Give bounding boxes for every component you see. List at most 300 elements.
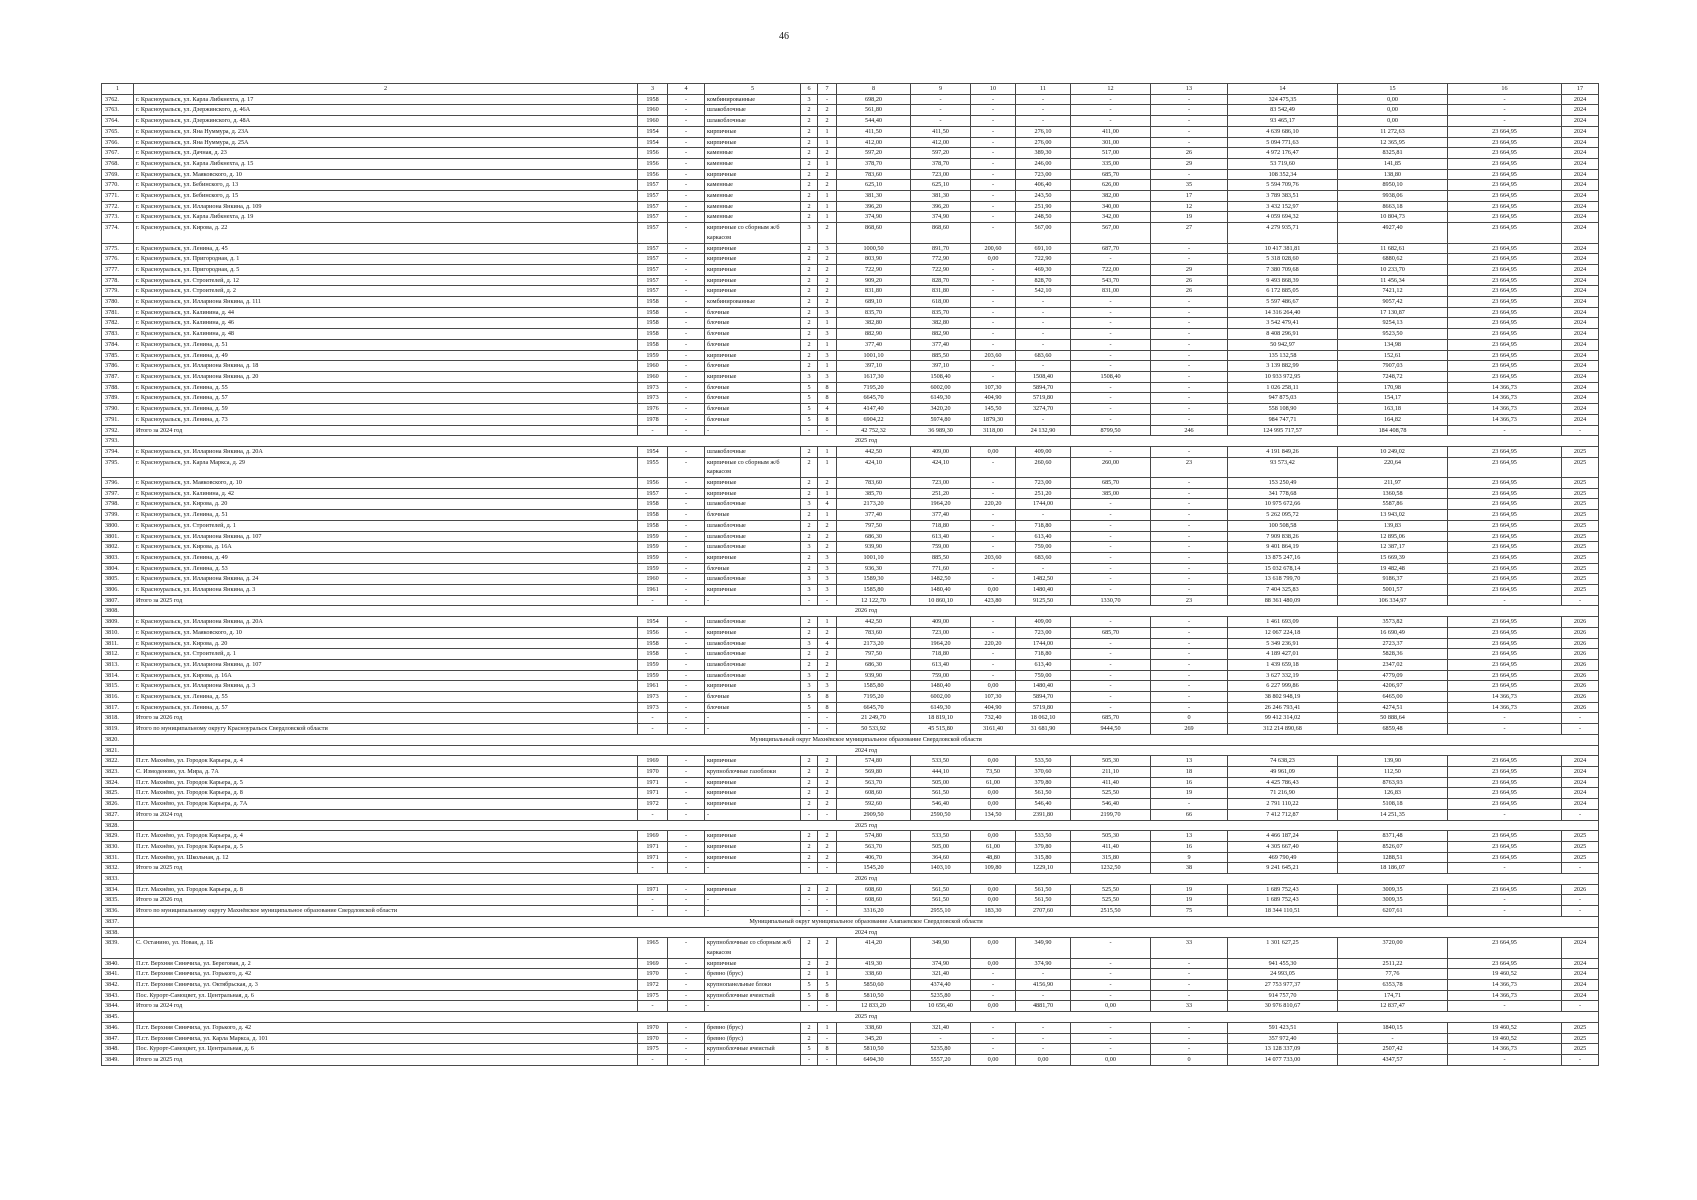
wall-material: кирпичные <box>705 169 801 180</box>
year-reconstruction: - <box>668 788 705 799</box>
wall-material: кирпичные <box>705 137 801 148</box>
municipal-area: - <box>1071 404 1151 415</box>
repair-cost: 27 753 977,37 <box>1228 980 1338 991</box>
year-reconstruction: - <box>668 371 705 382</box>
cost-limit: 23 664,95 <box>1448 254 1562 265</box>
residential-area: 3274,70 <box>1016 404 1071 415</box>
total-area: 803,90 <box>837 254 911 265</box>
column-number-11: 11 <box>1016 84 1071 95</box>
entrances: - <box>818 809 837 820</box>
premises-area: 718,80 <box>911 649 971 660</box>
residents-count: - <box>1151 446 1228 457</box>
wall-material: кирпичные <box>705 756 801 767</box>
residential-area: - <box>1016 339 1071 350</box>
year-built: 1958 <box>638 638 668 649</box>
cost-per-sqm: 152,61 <box>1338 350 1448 361</box>
table-row <box>102 126 1599 137</box>
wall-material: - <box>705 906 801 917</box>
cost-limit: - <box>1448 94 1562 105</box>
table-row <box>102 286 1599 297</box>
repair-cost: 153 250,49 <box>1228 478 1338 489</box>
repair-year: 2026 <box>1562 627 1599 638</box>
cost-per-sqm: 139,90 <box>1338 756 1448 767</box>
municipal-area: - <box>1071 649 1151 660</box>
cost-per-sqm: 7907,03 <box>1338 361 1448 372</box>
row-number: 3773. <box>102 212 134 223</box>
year-reconstruction: - <box>668 478 705 489</box>
column-number-4: 4 <box>668 84 705 95</box>
nonresidential-area: 107,30 <box>971 382 1016 393</box>
cost-per-sqm: 0,00 <box>1338 116 1448 127</box>
address: г. Красноуральск, ул. Строителей, д. 2 <box>134 286 638 297</box>
wall-material: шлакоблочные <box>705 574 801 585</box>
entrances: 2 <box>818 777 837 788</box>
nonresidential-area: 0,00 <box>971 681 1016 692</box>
address: г. Красноуральск, ул. Дачная, д. 23 <box>134 148 638 159</box>
entrances: 2 <box>818 223 837 243</box>
residents-count: 19 <box>1151 788 1228 799</box>
row-number: 3769. <box>102 169 134 180</box>
year-reconstruction: - <box>668 275 705 286</box>
residential-area: 691,10 <box>1016 243 1071 254</box>
municipal-area: 9444,50 <box>1071 724 1151 735</box>
year-reconstruction: - <box>668 574 705 585</box>
year-built: 1957 <box>638 254 668 265</box>
premises-area: 533,50 <box>911 756 971 767</box>
repair-year: 2024 <box>1562 938 1599 958</box>
nonresidential-area: - <box>971 980 1016 991</box>
year-built: 1958 <box>638 339 668 350</box>
cost-per-sqm: 10 233,70 <box>1338 264 1448 275</box>
address: г. Красноуральск, ул. Строителей, д. 12 <box>134 275 638 286</box>
row-number: 3779. <box>102 286 134 297</box>
municipal-area: - <box>1071 938 1151 958</box>
year-built: - <box>638 895 668 906</box>
cost-per-sqm: 4779,09 <box>1338 670 1448 681</box>
year-reconstruction: - <box>668 339 705 350</box>
entrances: - <box>818 1054 837 1065</box>
total-area: 608,60 <box>837 895 911 906</box>
year-reconstruction: - <box>668 286 705 297</box>
residents-count: 19 <box>1151 884 1228 895</box>
residents-count: - <box>1151 339 1228 350</box>
row-number: 3765. <box>102 126 134 137</box>
residents-count: 23 <box>1151 457 1228 477</box>
floors: 5 <box>801 692 818 703</box>
total-area: 1545,20 <box>837 863 911 874</box>
residential-area: - <box>1016 116 1071 127</box>
address: С. Останино, ул. Новая, д. 1Б <box>134 938 638 958</box>
residential-area: 248,50 <box>1016 212 1071 223</box>
total-area: 1585,80 <box>837 585 911 596</box>
municipal-area: 525,50 <box>1071 884 1151 895</box>
repair-year: 2024 <box>1562 286 1599 297</box>
table-row <box>102 1022 1599 1033</box>
floors: - <box>801 724 818 735</box>
cost-per-sqm: 211,97 <box>1338 478 1448 489</box>
nonresidential-area: 0,00 <box>971 756 1016 767</box>
repair-year: 2026 <box>1562 659 1599 670</box>
nonresidential-area: - <box>971 148 1016 159</box>
year-built: 1970 <box>638 1033 668 1044</box>
row-number: 3777. <box>102 264 134 275</box>
repair-year: 2024 <box>1562 788 1599 799</box>
total-area: 377,40 <box>837 339 911 350</box>
floors: 2 <box>801 339 818 350</box>
cost-limit: 23 664,95 <box>1448 852 1562 863</box>
wall-material: блочные <box>705 563 801 574</box>
table-row <box>102 1054 1599 1065</box>
cost-limit: - <box>1448 116 1562 127</box>
wall-material: кирпичные <box>705 264 801 275</box>
residential-area: 389,30 <box>1016 148 1071 159</box>
floors: 2 <box>801 488 818 499</box>
premises-area: 444,10 <box>911 767 971 778</box>
nonresidential-area: 109,80 <box>971 863 1016 874</box>
nonresidential-area: - <box>971 488 1016 499</box>
municipal-area: - <box>1071 116 1151 127</box>
municipal-area: 260,00 <box>1071 457 1151 477</box>
entrances: - <box>818 713 837 724</box>
repair-cost: 5 597 486,67 <box>1228 297 1338 308</box>
premises-area: 378,70 <box>911 158 971 169</box>
nonresidential-area: 73,50 <box>971 767 1016 778</box>
residential-area: 406,40 <box>1016 180 1071 191</box>
residents-count: - <box>1151 307 1228 318</box>
year-built: 1976 <box>638 404 668 415</box>
floors: 5 <box>801 990 818 1001</box>
year-built: 1961 <box>638 681 668 692</box>
total-area: 338,60 <box>837 1022 911 1033</box>
municipal-area: 685,70 <box>1071 478 1151 489</box>
cost-limit: 14 366,73 <box>1448 414 1562 425</box>
premises-area: 251,20 <box>911 488 971 499</box>
address: г. Красноуральск, ул. Ленина, д. 45 <box>134 243 638 254</box>
year-reconstruction: - <box>668 350 705 361</box>
repair-cost: 4 189 427,01 <box>1228 649 1338 660</box>
floors: 2 <box>801 307 818 318</box>
entrances: 1 <box>818 191 837 202</box>
cost-per-sqm: 1360,58 <box>1338 488 1448 499</box>
floors: 2 <box>801 841 818 852</box>
premises-area: 625,10 <box>911 180 971 191</box>
year-built: 1960 <box>638 361 668 372</box>
row-number: 3767. <box>102 148 134 159</box>
table-row <box>102 425 1599 436</box>
residential-area: 542,10 <box>1016 286 1071 297</box>
address: г. Красноуральск, ул. Иллариона Янкина, д. 3 <box>134 585 638 596</box>
repair-year: 2024 <box>1562 243 1599 254</box>
municipal-area: - <box>1071 990 1151 1001</box>
premises-area: 2590,50 <box>911 809 971 820</box>
floors: 5 <box>801 1044 818 1055</box>
premises-area: 3420,20 <box>911 404 971 415</box>
repair-year: 2025 <box>1562 852 1599 863</box>
cost-per-sqm: 220,64 <box>1338 457 1448 477</box>
municipal-area: 525,50 <box>1071 788 1151 799</box>
table-row <box>102 659 1599 670</box>
entrances: 2 <box>818 767 837 778</box>
total-area: 868,60 <box>837 223 911 243</box>
residential-area: 546,40 <box>1016 799 1071 810</box>
section-title: 2026 год <box>134 606 1599 617</box>
wall-material: шлакоблочные <box>705 116 801 127</box>
row-number: 3831. <box>102 852 134 863</box>
repair-year: 2024 <box>1562 307 1599 318</box>
address: г. Красноуральск, ул. Строителей, д. 1 <box>134 520 638 531</box>
cost-limit: 23 664,95 <box>1448 510 1562 521</box>
row-number: 3798. <box>102 499 134 510</box>
repair-cost: 24 993,05 <box>1228 969 1338 980</box>
total-area: 783,60 <box>837 478 911 489</box>
nonresidential-area: 203,60 <box>971 552 1016 563</box>
premises-area: - <box>911 116 971 127</box>
cost-limit: 14 366,73 <box>1448 382 1562 393</box>
cost-limit: 14 366,73 <box>1448 404 1562 415</box>
residents-count: - <box>1151 371 1228 382</box>
floors: 2 <box>801 126 818 137</box>
residents-count: - <box>1151 958 1228 969</box>
cost-limit: 23 664,95 <box>1448 958 1562 969</box>
premises-area: 885,50 <box>911 350 971 361</box>
wall-material: кирпичные <box>705 478 801 489</box>
year-reconstruction: - <box>668 980 705 991</box>
repair-year: 2026 <box>1562 649 1599 660</box>
nonresidential-area: 0,00 <box>971 254 1016 265</box>
floors: 2 <box>801 105 818 116</box>
cost-per-sqm: - <box>1338 1033 1448 1044</box>
municipal-area: 411,40 <box>1071 841 1151 852</box>
municipal-area: 1330,70 <box>1071 595 1151 606</box>
entrances: 2 <box>818 958 837 969</box>
repair-cost: 99 412 314,02 <box>1228 713 1338 724</box>
total-area: 419,30 <box>837 958 911 969</box>
year-reconstruction: - <box>668 499 705 510</box>
municipal-area: - <box>1071 574 1151 585</box>
residential-area: 409,00 <box>1016 446 1071 457</box>
wall-material: блочные <box>705 393 801 404</box>
total-area: 797,50 <box>837 649 911 660</box>
residents-count: - <box>1151 617 1228 628</box>
column-number-12: 12 <box>1071 84 1151 95</box>
nonresidential-area: 0,00 <box>971 799 1016 810</box>
residential-area: 409,00 <box>1016 617 1071 628</box>
residents-count: 13 <box>1151 756 1228 767</box>
cost-limit: - <box>1448 724 1562 735</box>
table-row <box>102 831 1599 842</box>
address: г. Красноуральск, ул. Яна Нуммура, д. 25А <box>134 137 638 148</box>
repair-year: 2024 <box>1562 990 1599 1001</box>
wall-material: - <box>705 895 801 906</box>
year-reconstruction: - <box>668 201 705 212</box>
row-number: 3809. <box>102 617 134 628</box>
wall-material: каменные <box>705 201 801 212</box>
municipal-area: - <box>1071 659 1151 670</box>
table-row <box>102 884 1599 895</box>
year-built: 1972 <box>638 799 668 810</box>
nonresidential-area: - <box>971 264 1016 275</box>
table-row <box>102 1001 1599 1012</box>
wall-material: - <box>705 1001 801 1012</box>
repair-year: 2024 <box>1562 180 1599 191</box>
wall-material: блочные <box>705 702 801 713</box>
residents-count: - <box>1151 393 1228 404</box>
municipal-area: - <box>1071 382 1151 393</box>
year-reconstruction: - <box>668 585 705 596</box>
wall-material: каменные <box>705 191 801 202</box>
row-number: 3787. <box>102 371 134 382</box>
residents-count: 26 <box>1151 148 1228 159</box>
premises-area: 397,10 <box>911 361 971 372</box>
wall-material: шлакоблочные <box>705 520 801 531</box>
table-row <box>102 990 1599 1001</box>
entrances: 2 <box>818 884 837 895</box>
municipal-area: 685,70 <box>1071 627 1151 638</box>
premises-area: - <box>911 94 971 105</box>
year-built: 1971 <box>638 788 668 799</box>
table-row <box>102 841 1599 852</box>
year-reconstruction: - <box>668 659 705 670</box>
residential-area: 533,50 <box>1016 831 1071 842</box>
address: г. Красноуральск, ул. Иллариона Янкина, д. 20А <box>134 446 638 457</box>
entrances: 2 <box>818 841 837 852</box>
cost-limit: 23 664,95 <box>1448 552 1562 563</box>
row-number: 3832. <box>102 863 134 874</box>
address: г. Красноуральск, ул. Иллариона Янкина, д. 109 <box>134 201 638 212</box>
residents-count: - <box>1151 488 1228 499</box>
floors: 3 <box>801 94 818 105</box>
year-reconstruction: - <box>668 638 705 649</box>
year-reconstruction: - <box>668 552 705 563</box>
wall-material: кирпичные <box>705 777 801 788</box>
row-number: 3835. <box>102 895 134 906</box>
wall-material: блочные <box>705 692 801 703</box>
floors: 2 <box>801 137 818 148</box>
entrances: - <box>818 425 837 436</box>
year-built: - <box>638 863 668 874</box>
year-built: 1960 <box>638 105 668 116</box>
wall-material: кирпичные <box>705 243 801 254</box>
table-row <box>102 1033 1599 1044</box>
municipal-area: 722,00 <box>1071 264 1151 275</box>
cost-per-sqm: 4927,40 <box>1338 223 1448 243</box>
repair-cost: 312 214 890,68 <box>1228 724 1338 735</box>
cost-per-sqm: 7421,12 <box>1338 286 1448 297</box>
nonresidential-area: 134,50 <box>971 809 1016 820</box>
row-number: 3828. <box>102 820 134 831</box>
total-area: 783,60 <box>837 169 911 180</box>
cost-per-sqm: 163,18 <box>1338 404 1448 415</box>
section-row <box>102 916 1599 927</box>
total-area: 1585,80 <box>837 681 911 692</box>
repair-cost: 74 638,23 <box>1228 756 1338 767</box>
row-number: 3818. <box>102 713 134 724</box>
address: П.г.т. Верхняя Синячиха, ул. Горького, д. 42 <box>134 969 638 980</box>
wall-material: шлакоблочные <box>705 617 801 628</box>
cost-limit: 23 664,95 <box>1448 307 1562 318</box>
nonresidential-area: 145,50 <box>971 404 1016 415</box>
nonresidential-area: 732,40 <box>971 713 1016 724</box>
premises-area: 561,50 <box>911 884 971 895</box>
repair-cost: 18 344 110,51 <box>1228 906 1338 917</box>
row-number: 3811. <box>102 638 134 649</box>
residents-count: 33 <box>1151 938 1228 958</box>
floors: - <box>801 595 818 606</box>
municipal-area: 505,30 <box>1071 756 1151 767</box>
cost-limit: 23 664,95 <box>1448 212 1562 223</box>
entrances: 2 <box>818 649 837 660</box>
repair-year: 2024 <box>1562 393 1599 404</box>
premises-area: 5235,80 <box>911 990 971 1001</box>
row-number: 3762. <box>102 94 134 105</box>
row-number: 3793. <box>102 436 134 447</box>
nonresidential-area: - <box>971 158 1016 169</box>
residential-area: 718,80 <box>1016 520 1071 531</box>
address: П.г.т. Махнёво, ул. Городок Карьера, д. 4 <box>134 756 638 767</box>
floors: - <box>801 906 818 917</box>
column-number-1: 1 <box>102 84 134 95</box>
address: П.г.т. Верхняя Синячиха, ул. Горького, д. 42 <box>134 1022 638 1033</box>
address: г. Красноуральск, ул. Калинина, д. 48 <box>134 329 638 340</box>
residents-count: 0 <box>1151 1054 1228 1065</box>
cost-limit: 23 664,95 <box>1448 478 1562 489</box>
row-number: 3847. <box>102 1033 134 1044</box>
floors: 2 <box>801 777 818 788</box>
row-number: 3772. <box>102 201 134 212</box>
cost-limit: 23 664,95 <box>1448 286 1562 297</box>
residents-count: - <box>1151 404 1228 415</box>
cost-limit: 23 664,95 <box>1448 329 1562 340</box>
nonresidential-area: 220,20 <box>971 499 1016 510</box>
repair-cost: 469 790,49 <box>1228 852 1338 863</box>
year-built: 1958 <box>638 307 668 318</box>
repair-cost: 9 241 645,21 <box>1228 863 1338 874</box>
cost-per-sqm: 9254,13 <box>1338 318 1448 329</box>
year-built: 1970 <box>638 767 668 778</box>
cost-per-sqm: 8526,07 <box>1338 841 1448 852</box>
floors: 2 <box>801 116 818 127</box>
repair-cost: 3 139 882,99 <box>1228 361 1338 372</box>
entrances: - <box>818 1033 837 1044</box>
nonresidential-area: 61,00 <box>971 777 1016 788</box>
premises-area: 1964,20 <box>911 499 971 510</box>
premises-area: 5974,80 <box>911 414 971 425</box>
residents-count: 16 <box>1151 841 1228 852</box>
residential-area: 4156,90 <box>1016 980 1071 991</box>
residential-area: 1229,10 <box>1016 863 1071 874</box>
address: П.г.т. Махнёво, ул. Городок Карьера, д. 8 <box>134 788 638 799</box>
table-row <box>102 254 1599 265</box>
repair-year: 2026 <box>1562 638 1599 649</box>
cost-per-sqm: 0,00 <box>1338 94 1448 105</box>
total-area: 381,30 <box>837 191 911 202</box>
cost-limit: 14 366,73 <box>1448 702 1562 713</box>
section-row <box>102 874 1599 885</box>
year-built: 1961 <box>638 585 668 596</box>
address: г. Красноуральск, ул. Строителей, д. 1 <box>134 649 638 660</box>
cost-per-sqm: 15 669,39 <box>1338 552 1448 563</box>
address: Итого за 2025 год <box>134 595 638 606</box>
repair-year: 2024 <box>1562 158 1599 169</box>
table-row <box>102 563 1599 574</box>
cost-limit: 14 366,73 <box>1448 980 1562 991</box>
row-number: 3823. <box>102 767 134 778</box>
cost-per-sqm: 5828,36 <box>1338 649 1448 660</box>
cost-per-sqm: 2347,02 <box>1338 659 1448 670</box>
table-row <box>102 542 1599 553</box>
repair-year: 2024 <box>1562 275 1599 286</box>
residential-area: 567,00 <box>1016 223 1071 243</box>
